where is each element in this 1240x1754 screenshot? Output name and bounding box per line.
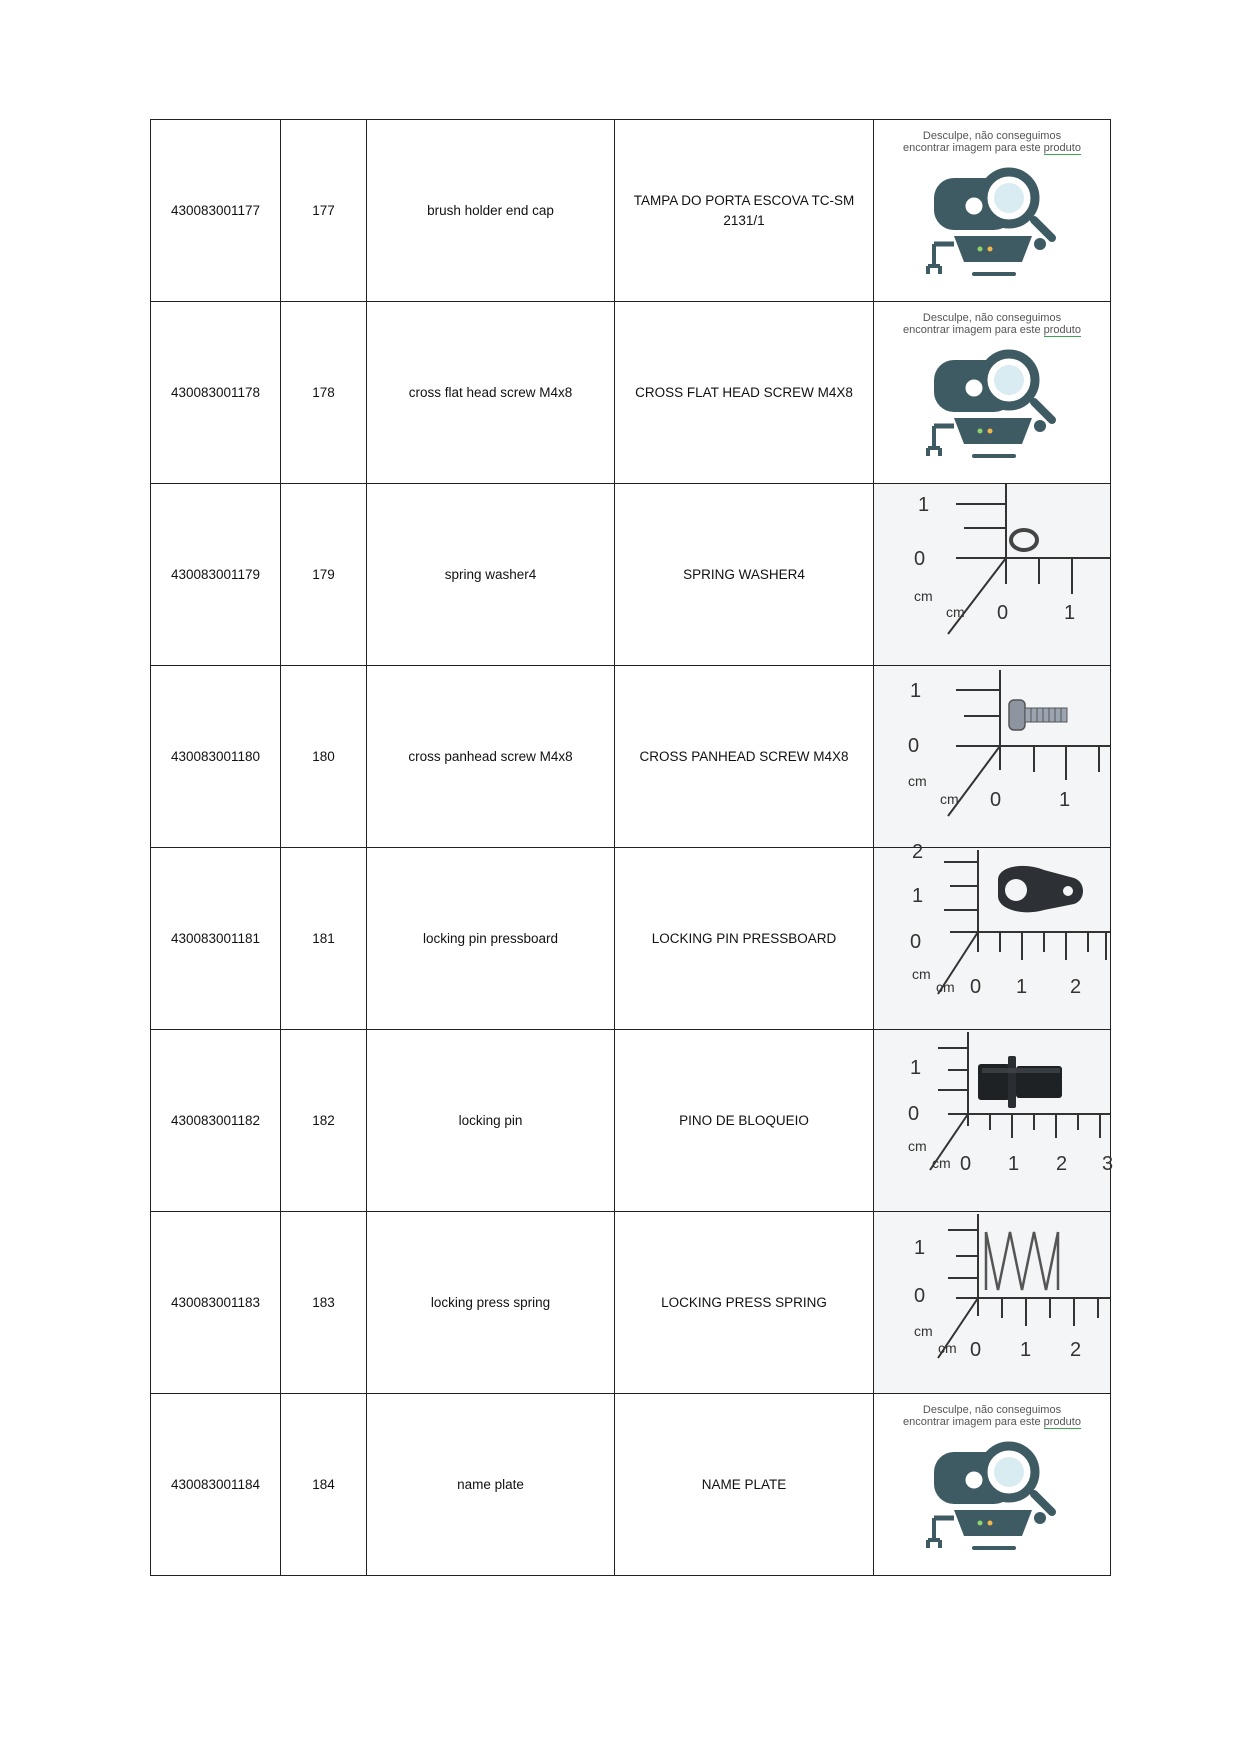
part-code: 430083001183 (151, 1212, 281, 1394)
scale-label: 1 (1064, 602, 1076, 624)
scale-label: 1 (1020, 1339, 1032, 1361)
pin-photo (874, 1030, 1114, 1211)
part-name-pt: TAMPA DO PORTA ESCOVA TC-SM 2131/1 (615, 120, 874, 302)
part-name-en: cross panhead screw M4x8 (367, 666, 615, 848)
scale-unit: cm (914, 588, 933, 604)
part-name-en: cross flat head screw M4x8 (367, 302, 615, 484)
part-name-en: locking press spring (367, 1212, 615, 1394)
no-image-link-word: produto (1043, 142, 1081, 154)
screw-photo (874, 666, 1110, 847)
part-image-cell (874, 841, 1111, 1030)
no-image-message (874, 130, 1110, 154)
table-row (151, 484, 1111, 666)
part-name-pt: SPRING WASHER4 (615, 484, 874, 666)
table-row (151, 1212, 1111, 1394)
part-name-en: locking pin pressboard (367, 848, 615, 1030)
part-image-cell (874, 666, 1111, 848)
part-image-cell (874, 1212, 1111, 1394)
no-image-line1: Desculpe, não conseguimos (922, 312, 1062, 324)
part-image-cell (874, 302, 1111, 484)
scale-label: 2 (1056, 1153, 1068, 1175)
scale-label: 1 (918, 494, 930, 516)
no-image-link-word: produto (1043, 324, 1081, 336)
table-row (151, 302, 1111, 484)
scale-unit: cm (936, 979, 955, 995)
part-code: 430083001178 (151, 302, 281, 484)
table-row (151, 1394, 1111, 1576)
scale-unit: cm (908, 773, 927, 789)
no-image-line2: encontrar imagem para este (903, 1416, 1041, 1428)
scale-label: 0 (970, 976, 982, 998)
parts-table (150, 119, 1114, 1576)
scale-label: 0 (997, 602, 1009, 624)
no-image-message (874, 312, 1110, 336)
part-name-pt: LOCKING PRESS SPRING (615, 1212, 874, 1394)
item-number: 177 (281, 120, 367, 302)
scale-unit: cm (946, 604, 965, 620)
robot-magnifier-icon (914, 1432, 1064, 1572)
scale-label: 3 (1102, 1153, 1114, 1175)
no-image-link-word: produto (1043, 1416, 1081, 1428)
no-image-placeholder (874, 1394, 1110, 1575)
scale-label: 1 (912, 885, 924, 907)
scale-label: 0 (914, 1285, 926, 1307)
part-code: 430083001177 (151, 120, 281, 302)
part-image-cell (874, 1030, 1114, 1212)
scale-unit: cm (932, 1155, 951, 1171)
part-code: 430083001184 (151, 1394, 281, 1576)
item-number: 180 (281, 666, 367, 848)
part-name-pt: NAME PLATE (615, 1394, 874, 1576)
part-image-cell (874, 484, 1111, 666)
part-name-en: brush holder end cap (367, 120, 615, 302)
scale-label: 1 (914, 1237, 926, 1259)
scale-label: 0 (960, 1153, 972, 1175)
part-name-pt: CROSS PANHEAD SCREW M4X8 (615, 666, 874, 848)
item-number: 178 (281, 302, 367, 484)
scale-unit: cm (912, 966, 931, 982)
no-image-line2: encontrar imagem para este (903, 324, 1041, 336)
scale-unit: cm (940, 791, 959, 807)
scale-unit: cm (908, 1138, 927, 1154)
scale-label: 1 (910, 1057, 922, 1079)
scale-label: 1 (1059, 789, 1071, 811)
robot-magnifier-icon (914, 340, 1064, 480)
scale-label: 0 (908, 1103, 920, 1125)
item-number: 181 (281, 848, 367, 1030)
scale-label: 2 (912, 841, 924, 863)
table-row (151, 848, 1111, 1030)
scale-label: 1 (910, 680, 922, 702)
no-image-placeholder (874, 120, 1110, 301)
pressboard-photo (874, 841, 1110, 1029)
no-image-line2: encontrar imagem para este (903, 142, 1041, 154)
scale-label: 0 (990, 789, 1002, 811)
part-name-en: locking pin (367, 1030, 615, 1212)
part-image-cell (874, 1394, 1111, 1576)
no-image-message (874, 1404, 1110, 1428)
scale-label: 1 (1016, 976, 1028, 998)
part-name-pt: CROSS FLAT HEAD SCREW M4X8 (615, 302, 874, 484)
scale-label: 2 (1070, 976, 1082, 998)
robot-magnifier-icon (914, 158, 1064, 298)
scale-label: 1 (1008, 1153, 1020, 1175)
spring-photo (874, 1212, 1110, 1393)
scale-unit: cm (938, 1340, 957, 1356)
scale-label: 0 (910, 931, 922, 953)
part-name-en: spring washer4 (367, 484, 615, 666)
scale-label: 0 (914, 548, 926, 570)
table-row (151, 1030, 1111, 1212)
item-number: 182 (281, 1030, 367, 1212)
spring-washer-photo (874, 484, 1110, 665)
part-name-pt: LOCKING PIN PRESSBOARD (615, 848, 874, 1030)
part-name-en: name plate (367, 1394, 615, 1576)
part-code: 430083001180 (151, 666, 281, 848)
item-number: 179 (281, 484, 367, 666)
no-image-line1: Desculpe, não conseguimos (922, 1404, 1062, 1416)
part-name-pt: PINO DE BLOQUEIO (615, 1030, 874, 1212)
no-image-line1: Desculpe, não conseguimos (922, 130, 1062, 142)
scale-label: 0 (908, 735, 920, 757)
scale-unit: cm (914, 1323, 933, 1339)
part-image-cell (874, 120, 1111, 302)
scale-label: 0 (970, 1339, 982, 1361)
part-code: 430083001182 (151, 1030, 281, 1212)
item-number: 183 (281, 1212, 367, 1394)
table-row (151, 666, 1111, 848)
item-number: 184 (281, 1394, 367, 1576)
part-code: 430083001181 (151, 848, 281, 1030)
table-row (151, 120, 1111, 302)
no-image-placeholder (874, 302, 1110, 483)
part-code: 430083001179 (151, 484, 281, 666)
scale-label: 2 (1070, 1339, 1082, 1361)
